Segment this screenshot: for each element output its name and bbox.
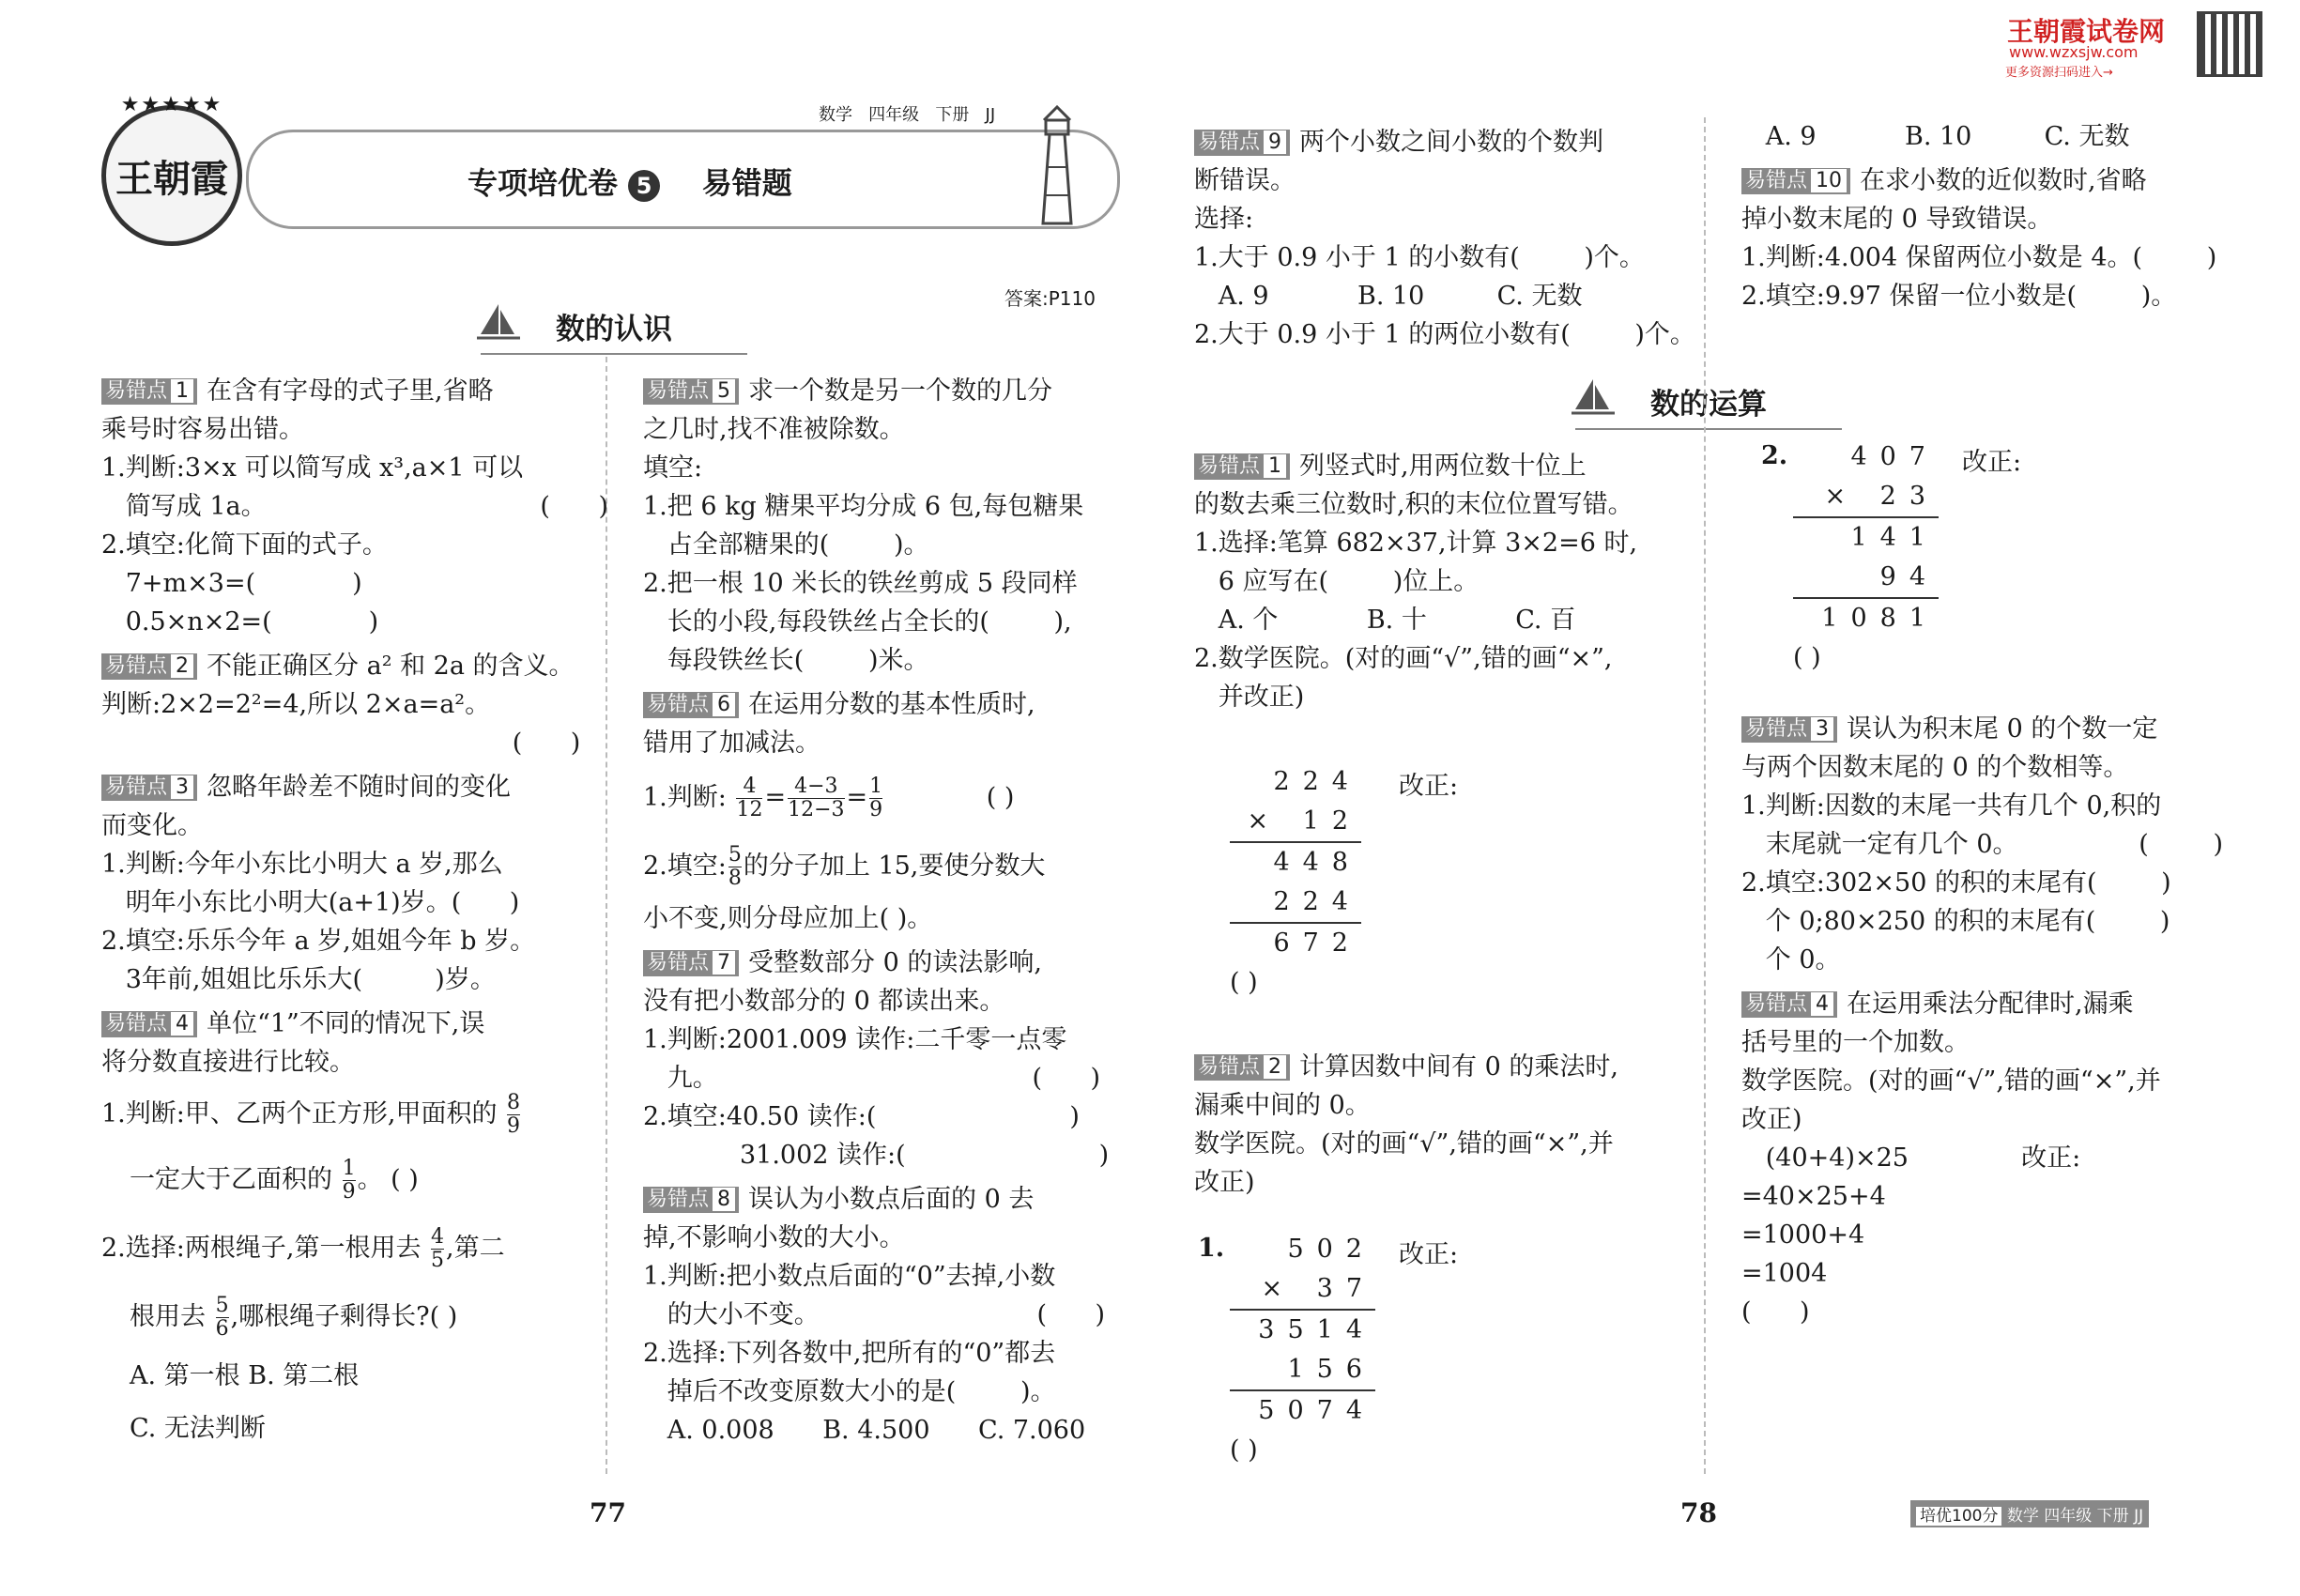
c2-line: 每段铁丝长( )米。 bbox=[643, 646, 929, 675]
c4b-line: 改正) bbox=[1741, 1105, 1802, 1134]
c1-q4-1: 1.判断:甲、乙两个正方形,甲面积的 $\frac{8}{9}$ bbox=[101, 1091, 521, 1138]
c1-line: 1.判断:3×x 可以简写成 x³,a×1 可以 bbox=[101, 453, 524, 483]
c2-lines bbox=[643, 372, 1122, 762]
c3-lines bbox=[1194, 123, 1695, 354]
c4b-line: =1004 bbox=[1741, 1259, 1828, 1288]
calc-224x12: 224 × 12 448 224 672 ( ) bbox=[1230, 767, 1361, 997]
fix-label-3: 改正: bbox=[1962, 448, 2022, 477]
c2c-line: 2.填空:40.50 读作:( ) bbox=[643, 1102, 1080, 1131]
c2-line: 易错点 6 在运用分数的基本性质时, bbox=[643, 685, 1122, 724]
fraction-4-12: $\frac{4}{12}$ bbox=[736, 775, 763, 821]
c2c-line: 1.判断:把小数点后面的“0”去掉,小数 bbox=[643, 1262, 1056, 1291]
c2c-line: 31.002 读作:( ) bbox=[643, 1141, 1110, 1170]
c4b-line: 2.填空:302×50 的积的末尾有( ) bbox=[1741, 868, 2171, 898]
lighthouse-icon bbox=[1020, 101, 1095, 233]
error-point-badge: 易错点 4 bbox=[101, 1011, 197, 1037]
c4b-line: 个 0;80×250 的积的末尾有( ) bbox=[1741, 907, 2170, 936]
column-3b bbox=[1194, 441, 1682, 716]
c2c-lines bbox=[643, 944, 1122, 1450]
c1-line: 乘号时容易出错。 bbox=[101, 415, 304, 444]
error-point-badge: 易错点 9 bbox=[1194, 130, 1290, 156]
c3b-line: 2.数学医院。(对的画“√”,错的画“×”, bbox=[1194, 644, 1613, 673]
c2-line: 2.把一根 10 米长的铁丝剪成 5 段同样 bbox=[643, 569, 1078, 598]
c1-line: 易错点 3 忽略年龄差不随时间的变化 bbox=[101, 768, 580, 806]
c2-q6-2: 2.填空: $\frac{5}{8}$ 的分子加上 15,要使分数大 bbox=[643, 843, 1046, 890]
c2-line: 错用了加减法。 bbox=[643, 729, 820, 758]
c4b-lines bbox=[1741, 710, 2230, 1331]
fraction-4m3-12m3: $\frac{4-3}{12-3}$ bbox=[788, 775, 845, 821]
meta-subject: 数学 bbox=[819, 105, 852, 125]
c1-line: 1.判断:今年小东比小明大 a 岁,那么 bbox=[101, 850, 503, 879]
c4-line: 掉小数末尾的 0 导致错误。 bbox=[1741, 205, 2053, 234]
c4-line: 2.填空:9.97 保留一位小数是( )。 bbox=[1741, 282, 2177, 311]
c4b-line: 易错点 3 误认为积末尾 0 的个数一定 bbox=[1741, 710, 2230, 748]
c2c-line: 掉,不影响小数的大小。 bbox=[643, 1223, 905, 1252]
column-3c bbox=[1194, 1042, 1682, 1202]
sailboat-icon bbox=[475, 302, 522, 344]
fix-label-1: 改正: bbox=[1399, 772, 1459, 801]
column-1 bbox=[101, 366, 608, 1455]
c1-lines bbox=[101, 372, 608, 1082]
c2c-line: 没有把小数部分的 0 都读出来。 bbox=[643, 987, 1005, 1016]
c2-q6-1: 1.判断: $\frac{4}{12}$ = $\frac{4-3}{12-3}$ = $\frac{1}{9}$ ( ) bbox=[643, 775, 1015, 821]
c3b-line: 的数去乘三位数时,积的末位位置写错。 bbox=[1194, 490, 1633, 519]
c1-line: ( ) bbox=[101, 729, 581, 758]
section-title-number-operations: 数的运算 bbox=[1650, 380, 1767, 422]
c2c-line: 九。 ( ) bbox=[643, 1064, 1101, 1093]
page-title: 专项培优卷 5 易错题 bbox=[468, 165, 792, 201]
c1-line: 易错点 4 单位“1”不同的情况下,误 bbox=[101, 1005, 580, 1043]
c3b-line: 并改正) bbox=[1194, 683, 1305, 712]
brand-subtitle: 更多资源扫码进入→ bbox=[2005, 66, 2113, 80]
error-point-badge: 易错点 2 bbox=[1194, 1054, 1290, 1081]
c4b-line: ( ) bbox=[1741, 1297, 1810, 1327]
calc-407x23: 407 × 23 141 94 1081 ( ) bbox=[1793, 442, 1939, 672]
c3c-line: 漏乘中间的 0。 bbox=[1194, 1091, 1371, 1120]
c4b-line: 括号里的一个加数。 bbox=[1741, 1028, 1970, 1057]
column-4b bbox=[1741, 704, 2230, 1331]
logo bbox=[101, 93, 242, 246]
c4b-line: =1000+4 bbox=[1741, 1220, 1865, 1250]
c4b-line: 数学医院。(对的画“√”,错的画“×”,并 bbox=[1741, 1067, 2161, 1096]
c2-line: 占全部糖果的( )。 bbox=[643, 530, 929, 560]
c4b-line: =40×25+4 bbox=[1741, 1182, 1886, 1211]
fraction-5-6: $\frac{5}{6}$ bbox=[215, 1294, 229, 1341]
answer-ref: 答案:P110 bbox=[1004, 287, 1096, 310]
c1-line: 易错点 1 在含有字母的式子里,省略 bbox=[101, 372, 580, 410]
meta-edition: JJ bbox=[985, 105, 996, 125]
c3b-line: A. 个 B. 十 C. 百 bbox=[1194, 606, 1576, 635]
c3b-line: 易错点 1 列竖式时,用两位数十位上 bbox=[1194, 447, 1682, 485]
c1-q4-2b: 根用去 $\frac{5}{6}$ ,哪根绳子剩得长?( ) bbox=[130, 1294, 458, 1341]
c2c-line: 的大小不变。 ( ) bbox=[643, 1300, 1106, 1329]
c4b-line: 与两个因数末尾的 0 的个数相等。 bbox=[1741, 753, 2129, 782]
fraction-5-8: $\frac{5}{8}$ bbox=[728, 843, 742, 890]
header-meta bbox=[819, 101, 995, 126]
c1-line: 2.填空:乐乐今年 a 岁,姐姐今年 b 岁。 bbox=[101, 927, 536, 956]
error-point-badge: 易错点 10 bbox=[1741, 168, 1850, 194]
c4b-line: 易错点 4 在运用乘法分配律时,漏乘 bbox=[1741, 985, 2230, 1023]
fix-label-2: 改正: bbox=[1399, 1240, 1459, 1269]
c3c-line: 易错点 2 计算因数中间有 0 的乘法时, bbox=[1194, 1048, 1682, 1086]
c3-line: 易错点 9 两个小数之间小数的个数判 bbox=[1194, 123, 1682, 161]
error-point-badge: 易错点 5 bbox=[643, 378, 739, 405]
c2-line: 易错点 5 求一个数是另一个数的几分 bbox=[643, 372, 1122, 410]
c3-line: A. 9 B. 10 C. 无数 bbox=[1194, 282, 1583, 311]
c2-q6-2b: 小不变,则分母应加上( )。 bbox=[643, 904, 933, 933]
meta-term: 下册 bbox=[935, 105, 970, 125]
c3c-line: 改正) bbox=[1194, 1168, 1255, 1197]
error-point-badge: 易错点 3 bbox=[1741, 716, 1837, 743]
page-number-78: 78 bbox=[1680, 1497, 1717, 1528]
fraction-1-9b: $\frac{1}{9}$ bbox=[869, 775, 883, 821]
c2c-line: 易错点 8 误认为小数点后面的 0 去 bbox=[643, 1180, 1122, 1219]
c1-q4-1b: 一定大于乙面积的 $\frac{1}{9}$ 。 ( ) bbox=[130, 1157, 419, 1204]
c1-line: 而变化。 bbox=[101, 811, 203, 840]
logo-stars: ★★★★★ bbox=[120, 93, 223, 116]
c1-line: 将分数直接进行比较。 bbox=[101, 1048, 355, 1077]
calc3-number: 2. bbox=[1761, 441, 1788, 470]
c2-line: 之几时,找不准被除数。 bbox=[643, 415, 905, 444]
c3-line: 选择: bbox=[1194, 205, 1254, 234]
page-number-77: 77 bbox=[590, 1497, 626, 1528]
section-title-number-recognition: 数的认识 bbox=[556, 305, 672, 347]
calc2-number: 1. bbox=[1198, 1234, 1225, 1263]
c4b-line: 1.判断:因数的末尾一共有几个 0,积的 bbox=[1741, 791, 2162, 821]
c1-line: 2.填空:化简下面的式子。 bbox=[101, 530, 388, 560]
c1-line: 易错点 2 不能正确区分 a² 和 2a 的含义。 bbox=[101, 647, 580, 685]
column-separator-left bbox=[606, 357, 607, 1474]
brand-url: www.wzxsjw.com bbox=[2009, 43, 2139, 61]
c3c-lines bbox=[1194, 1048, 1682, 1202]
c4b-line: 末尾就一定有几个 0。 ( ) bbox=[1741, 830, 2223, 859]
c1-line: 判断:2×2=2²=4,所以 2×a=a²。 bbox=[101, 690, 491, 719]
c3-line: 2.大于 0.9 小于 1 的两位小数有( )个。 bbox=[1194, 320, 1695, 349]
error-point-badge: 易错点 6 bbox=[643, 692, 739, 718]
calc-502x37: 502 × 37 3514 156 5074 ( ) bbox=[1230, 1235, 1375, 1465]
c1-line: 明年小东比小明大(a+1)岁。( ) bbox=[101, 888, 520, 917]
c2-line: 填空: bbox=[643, 453, 703, 483]
error-point-badge: 易错点 1 bbox=[101, 378, 197, 405]
column-3 bbox=[1194, 117, 1695, 354]
footer-badge: 培优100分 数学 四年级 下册 JJ bbox=[1910, 1500, 2149, 1527]
fraction-4-5: $\frac{4}{5}$ bbox=[431, 1225, 445, 1272]
c3-line: 断错误。 bbox=[1194, 166, 1296, 195]
brand-name: 王朝霞试卷网 bbox=[2007, 16, 2166, 47]
fraction-8-9: $\frac{8}{9}$ bbox=[507, 1091, 521, 1138]
error-point-badge: 易错点 1 bbox=[1194, 453, 1290, 480]
c3b-line: 6 应写在( )位上。 bbox=[1194, 567, 1480, 596]
c2c-line: A. 0.008 B. 4.500 C. 7.060 bbox=[643, 1416, 1086, 1445]
c4b-line: (40+4)×25 改正: bbox=[1741, 1143, 2081, 1173]
c1-line: 简写成 1a。 ( ) bbox=[101, 492, 608, 521]
column-2 bbox=[643, 366, 1122, 1450]
c3b-line: 1.选择:笔算 682×37,计算 3×2=6 时, bbox=[1194, 529, 1638, 558]
title-number: 5 bbox=[628, 170, 660, 202]
c1-q4-2: 2.选择:两根绳子,第一根用去 $\frac{4}{5}$ ,第二 bbox=[101, 1225, 505, 1272]
c4-line: 1.判断:4.004 保留两位小数是 4。( ) bbox=[1741, 243, 2217, 272]
error-point-badge: 易错点 3 bbox=[101, 775, 197, 801]
qr-code bbox=[2197, 11, 2262, 77]
c4-lines bbox=[1741, 117, 2230, 315]
c4-line: 易错点 10 在求小数的近似数时,省略 bbox=[1741, 161, 2230, 200]
c3-line: 1.大于 0.9 小于 1 的小数有( )个。 bbox=[1194, 243, 1645, 272]
c2c-line: 2.选择:下列各数中,把所有的“0”都去 bbox=[643, 1339, 1056, 1368]
error-point-badge: 易错点 4 bbox=[1741, 991, 1837, 1018]
error-point-badge: 易错点 8 bbox=[643, 1187, 739, 1213]
logo-text: 王朝霞 bbox=[115, 157, 228, 201]
column-4 bbox=[1741, 117, 2230, 315]
meta-grade: 四年级 bbox=[868, 105, 920, 125]
c1-opts2: C. 无法判断 bbox=[130, 1414, 266, 1443]
sailboat-icon-2 bbox=[1570, 377, 1617, 419]
c4-line: A. 9 B. 10 C. 无数 bbox=[1741, 122, 2130, 151]
c1-line: 7+m×3=( ) bbox=[101, 569, 362, 598]
c2c-line: 掉后不改变原数大小的是( )。 bbox=[643, 1377, 1056, 1406]
c2c-line: 易错点 7 受整数部分 0 的读法影响, bbox=[643, 944, 1122, 982]
c3b-lines bbox=[1194, 447, 1682, 716]
error-point-badge: 易错点 2 bbox=[101, 653, 197, 680]
c2-line: 1.把 6 kg 糖果平均分成 6 包,每包糖果 bbox=[643, 492, 1084, 521]
c3c-line: 数学医院。(对的画“√”,错的画“×”,并 bbox=[1194, 1129, 1614, 1159]
c1-line: 0.5×n×2=( ) bbox=[101, 607, 379, 637]
c1-line: 3年前,姐姐比乐乐大( )岁。 bbox=[101, 965, 496, 994]
c2-line: 长的小段,每段铁丝占全长的( ), bbox=[643, 607, 1072, 637]
c2c-line: 1.判断:2001.009 读作:二千零一点零 bbox=[643, 1025, 1067, 1054]
column-separator-right bbox=[1704, 117, 1706, 1474]
c1-opts1: A. 第一根 B. 第二根 bbox=[130, 1361, 360, 1390]
error-point-badge: 易错点 7 bbox=[643, 950, 739, 976]
c4b-line: 个 0。 bbox=[1741, 945, 1841, 974]
fraction-1-9: $\frac{1}{9}$ bbox=[342, 1157, 356, 1204]
